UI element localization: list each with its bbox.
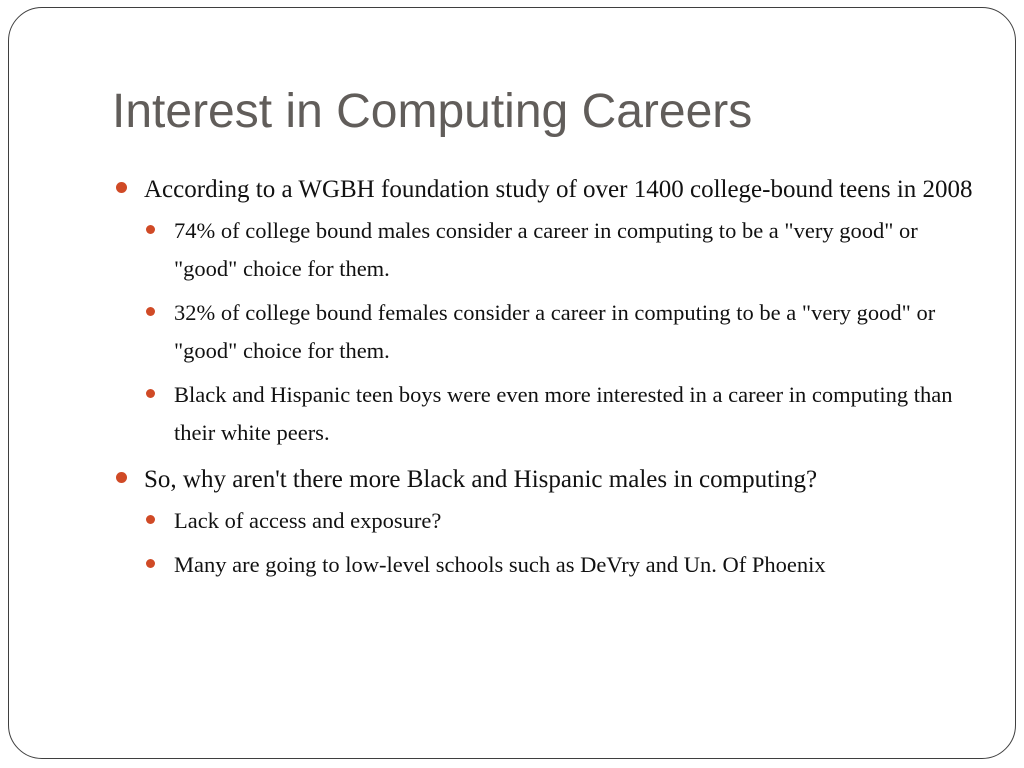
bullet-dot-icon [116, 182, 127, 193]
bullet-dot-icon [146, 307, 155, 316]
bullet-dot-icon [146, 559, 155, 568]
sub-bullet-text: Lack of access and exposure? [174, 508, 442, 533]
bullet-list [114, 170, 974, 584]
sub-bullet-item [144, 212, 974, 288]
sub-bullet-text: Many are going to low-level schools such as DeVry and Un. Of Phoenix [174, 552, 826, 577]
bullet-item-question [114, 460, 974, 584]
bullet-text: So, why aren't there more Black and Hispanic males in computing? [144, 466, 818, 493]
sub-bullet-item [144, 376, 974, 452]
bullet-dot-icon [146, 515, 155, 524]
sub-bullet-text: Black and Hispanic teen boys were even more interested in a career in computing than their white peers. [174, 382, 953, 445]
bullet-item-study [114, 170, 974, 452]
sub-bullet-list [144, 502, 974, 584]
sub-bullet-text: 74% of college bound males consider a career in computing to be a "very good" or "good" choice for them. [174, 218, 918, 281]
sub-bullet-list [144, 212, 974, 452]
bullet-dot-icon [146, 225, 155, 234]
sub-bullet-item [144, 546, 974, 584]
slide-title: Interest in Computing Careers [112, 85, 753, 138]
sub-bullet-item [144, 294, 974, 370]
slide-content [114, 170, 974, 592]
bullet-dot-icon [116, 472, 127, 483]
bullet-dot-icon [146, 389, 155, 398]
sub-bullet-text: 32% of college bound females consider a career in computing to be a "very good" or "good" choice for them. [174, 300, 936, 363]
bullet-text: According to a WGBH foundation study of over 1400 college-bound teens in 2008 [144, 176, 973, 203]
sub-bullet-item [144, 502, 974, 540]
